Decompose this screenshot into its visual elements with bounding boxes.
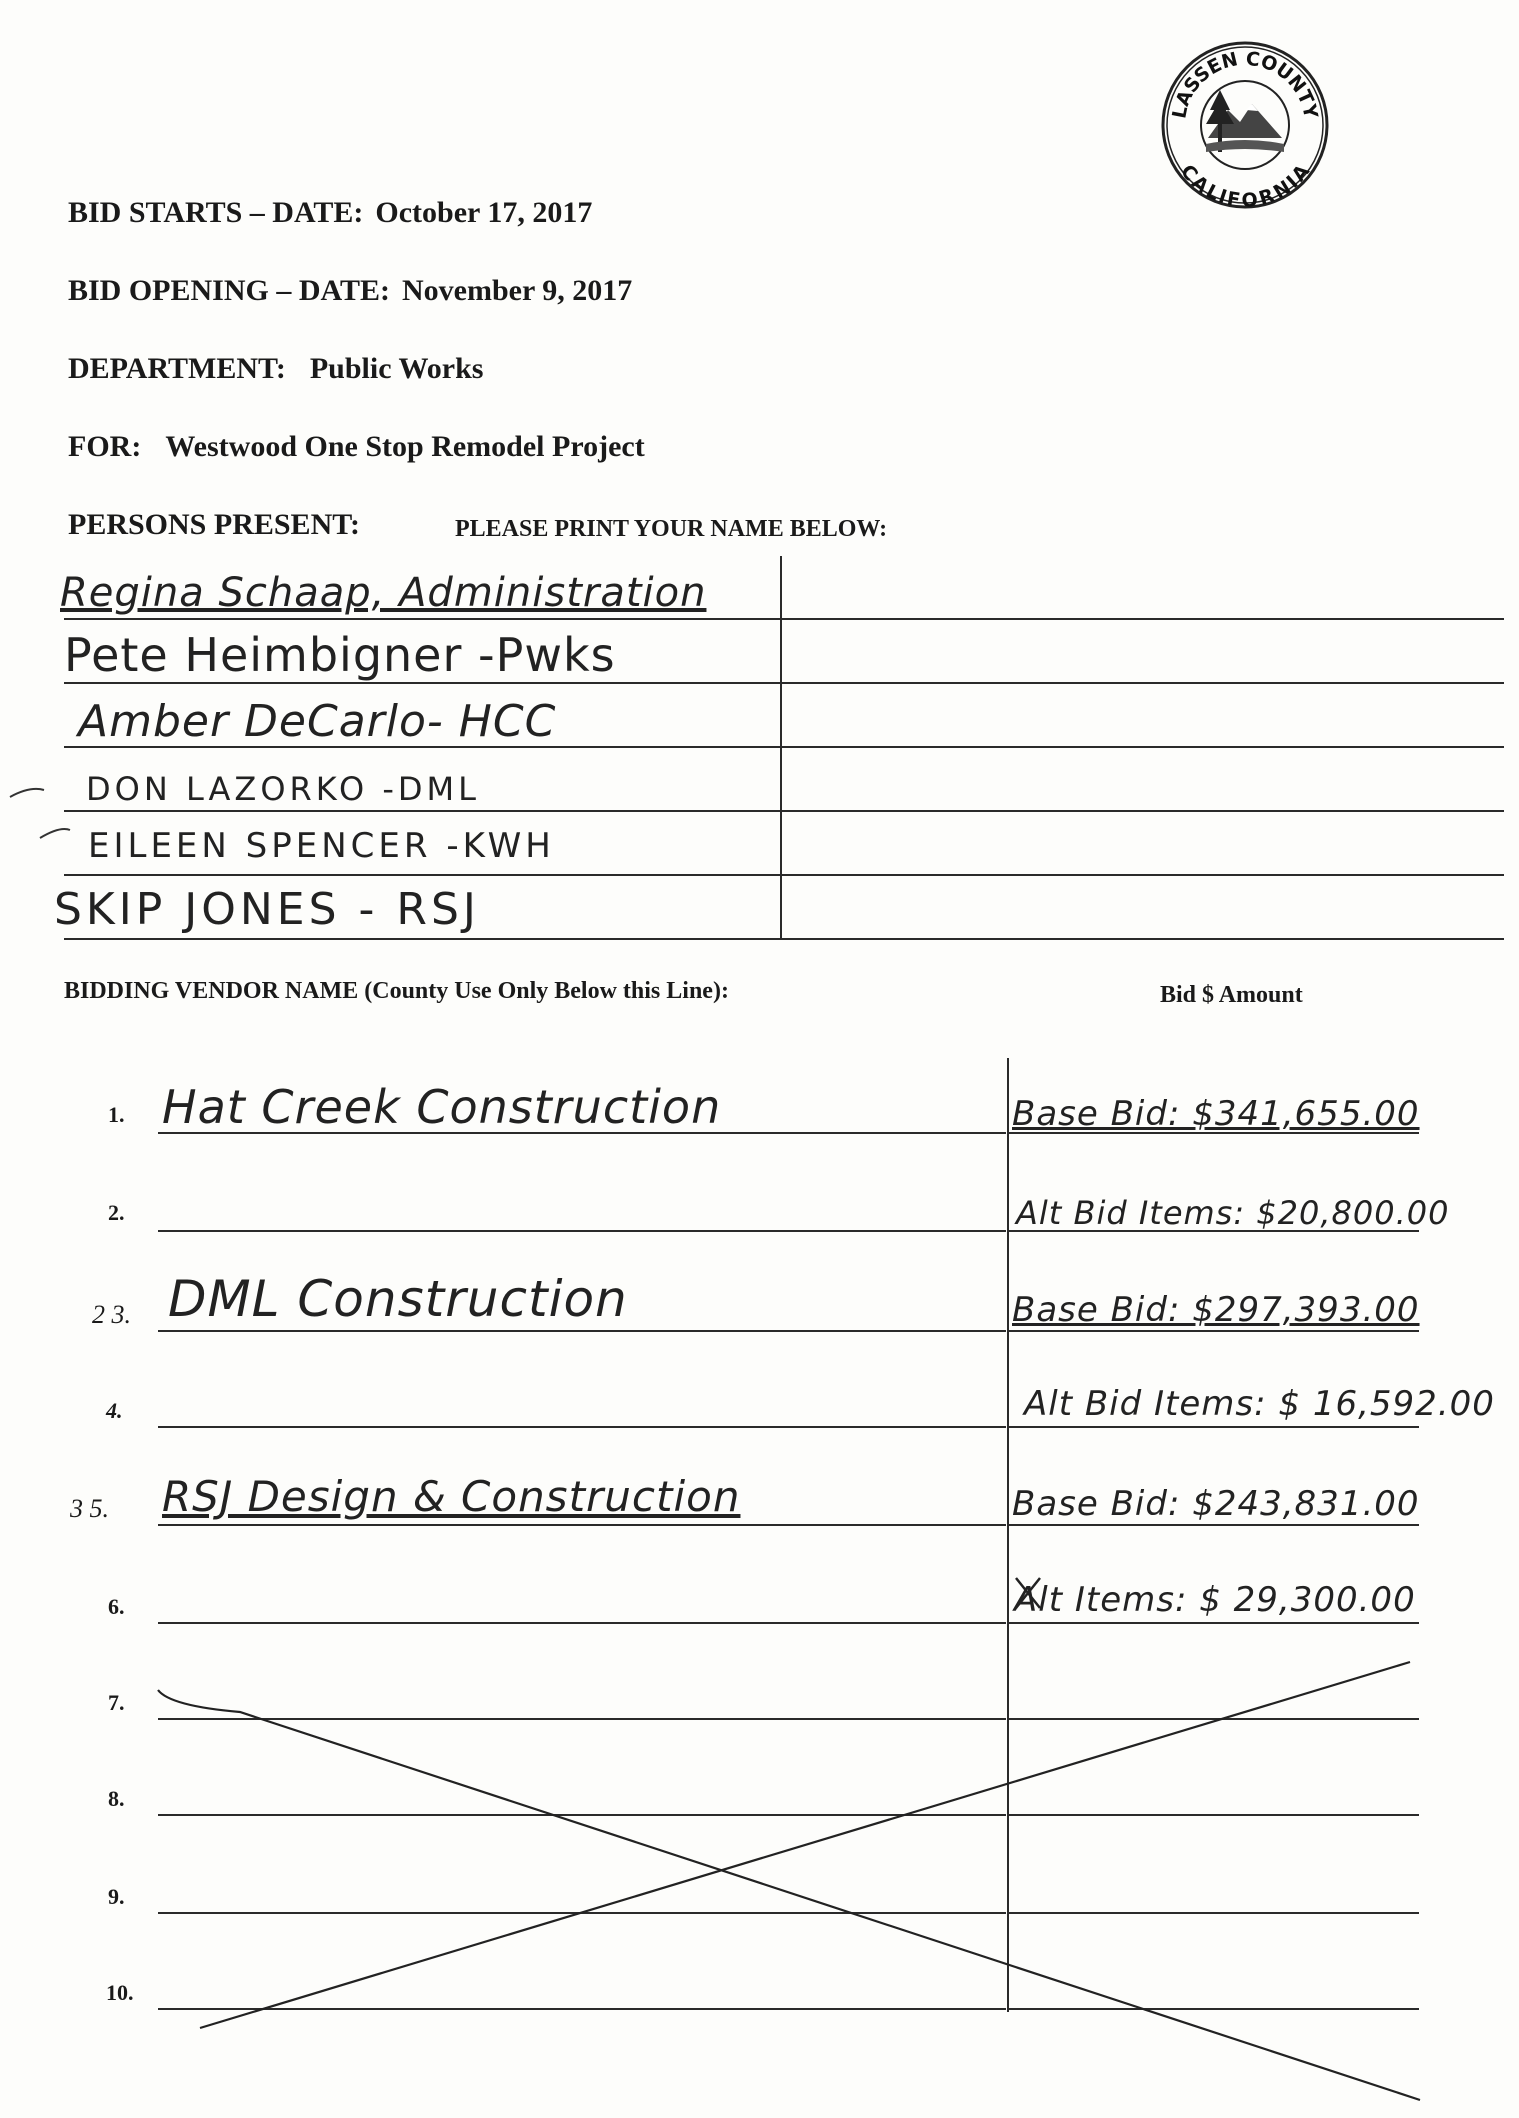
department-label: DEPARTMENT: bbox=[68, 352, 286, 385]
person-name: Amber DeCarlo- HCC bbox=[78, 696, 557, 747]
vendor-name: DML Construction bbox=[168, 1270, 628, 1328]
amount-line bbox=[1009, 1426, 1419, 1428]
person-name: Regina Schaap, Administration bbox=[60, 570, 707, 616]
person-name: EILEEN SPENCER -KWH bbox=[88, 826, 555, 866]
amount-line bbox=[1009, 1622, 1419, 1624]
department-value: Public Works bbox=[309, 352, 484, 385]
vendor-line bbox=[158, 1718, 1006, 1720]
amount-line bbox=[1009, 1524, 1419, 1526]
seal-top-text: LASSEN COUNTY bbox=[1168, 47, 1322, 121]
lassen-county-seal bbox=[1160, 40, 1330, 210]
bid-starts-label: BID STARTS – DATE: bbox=[68, 196, 364, 229]
bid-amount: Alt Items: $ 29,300.00 bbox=[1014, 1580, 1416, 1620]
row-number: 2 3. bbox=[92, 1300, 131, 1329]
persons-line bbox=[64, 938, 1504, 940]
pen-stroke bbox=[10, 789, 44, 797]
persons-line bbox=[64, 618, 1504, 620]
vendor-column-divider bbox=[1007, 1058, 1009, 2012]
amount-line bbox=[1009, 1814, 1419, 1816]
person-name: SKIP JONES - RSJ bbox=[54, 884, 480, 935]
row-number: 3 5. bbox=[70, 1494, 109, 1523]
for-value: Westwood One Stop Remodel Project bbox=[165, 430, 645, 463]
persons-line bbox=[64, 874, 1504, 876]
amount-line bbox=[1009, 2008, 1419, 2010]
row-number: 6. bbox=[108, 1594, 125, 1619]
row-number: 1. bbox=[108, 1102, 125, 1127]
bid-amount: Base Bid: $243,831.00 bbox=[1012, 1484, 1420, 1524]
vendor-line bbox=[158, 1330, 1006, 1332]
bid-amount: Base Bid: $341,655.00 bbox=[1012, 1094, 1420, 1134]
bid-starts-row bbox=[68, 196, 592, 230]
persons-line bbox=[64, 810, 1504, 812]
persons-column-divider bbox=[780, 556, 782, 940]
bidding-vendor-label: BIDDING VENDOR NAME (County Use Only Below this Line): bbox=[64, 978, 729, 1004]
pen-stroke bbox=[40, 829, 70, 838]
bid-amount-label: Bid $ Amount bbox=[1160, 982, 1303, 1008]
amount-line bbox=[1009, 1718, 1419, 1720]
vendor-line bbox=[158, 1814, 1006, 1816]
vendor-name: Hat Creek Construction bbox=[162, 1080, 722, 1134]
row-number: 2. bbox=[108, 1200, 125, 1225]
bid-starts-value: October 17, 2017 bbox=[375, 196, 593, 229]
cross-out-stroke bbox=[200, 1662, 1410, 2028]
amount-line bbox=[1009, 1330, 1419, 1332]
for-row bbox=[68, 430, 645, 464]
vendor-line bbox=[158, 2008, 1006, 2010]
print-name-instruction: PLEASE PRINT YOUR NAME BELOW: bbox=[455, 516, 888, 542]
row-number: 7. bbox=[108, 1690, 125, 1715]
seal-bottom-text: CALIFORNIA bbox=[1175, 160, 1315, 210]
bid-amount: Base Bid: $297,393.00 bbox=[1012, 1290, 1420, 1330]
bid-opening-value: November 9, 2017 bbox=[401, 274, 633, 307]
bid-opening-row bbox=[68, 274, 632, 308]
amount-line bbox=[1009, 1912, 1419, 1914]
vendor-line bbox=[158, 1912, 1006, 1914]
vendor-line bbox=[158, 1622, 1006, 1624]
row-number: 8. bbox=[108, 1786, 125, 1811]
row-number: 4. bbox=[106, 1398, 123, 1423]
vendor-name: RSJ Design & Construction bbox=[162, 1472, 741, 1521]
vendor-line bbox=[158, 1230, 1006, 1232]
for-label: FOR: bbox=[68, 430, 142, 463]
row-number: 10. bbox=[106, 1980, 134, 2005]
bid-amount: Alt Bid Items: $ 16,592.00 bbox=[1024, 1384, 1495, 1424]
bid-amount: Alt Bid Items: $20,800.00 bbox=[1016, 1194, 1450, 1232]
department-row bbox=[68, 352, 484, 386]
cross-out-stroke bbox=[158, 1690, 1420, 2100]
vendor-line bbox=[158, 1524, 1006, 1526]
bid-opening-label: BID OPENING – DATE: bbox=[68, 274, 390, 307]
row-number: 9. bbox=[108, 1884, 125, 1909]
vendor-line bbox=[158, 1426, 1006, 1428]
persons-line bbox=[64, 682, 1504, 684]
person-name: DON LAZORKO -DML bbox=[86, 770, 480, 808]
persons-present-label: PERSONS PRESENT: bbox=[68, 508, 361, 541]
person-name: Pete Heimbigner -Pwks bbox=[64, 628, 616, 682]
